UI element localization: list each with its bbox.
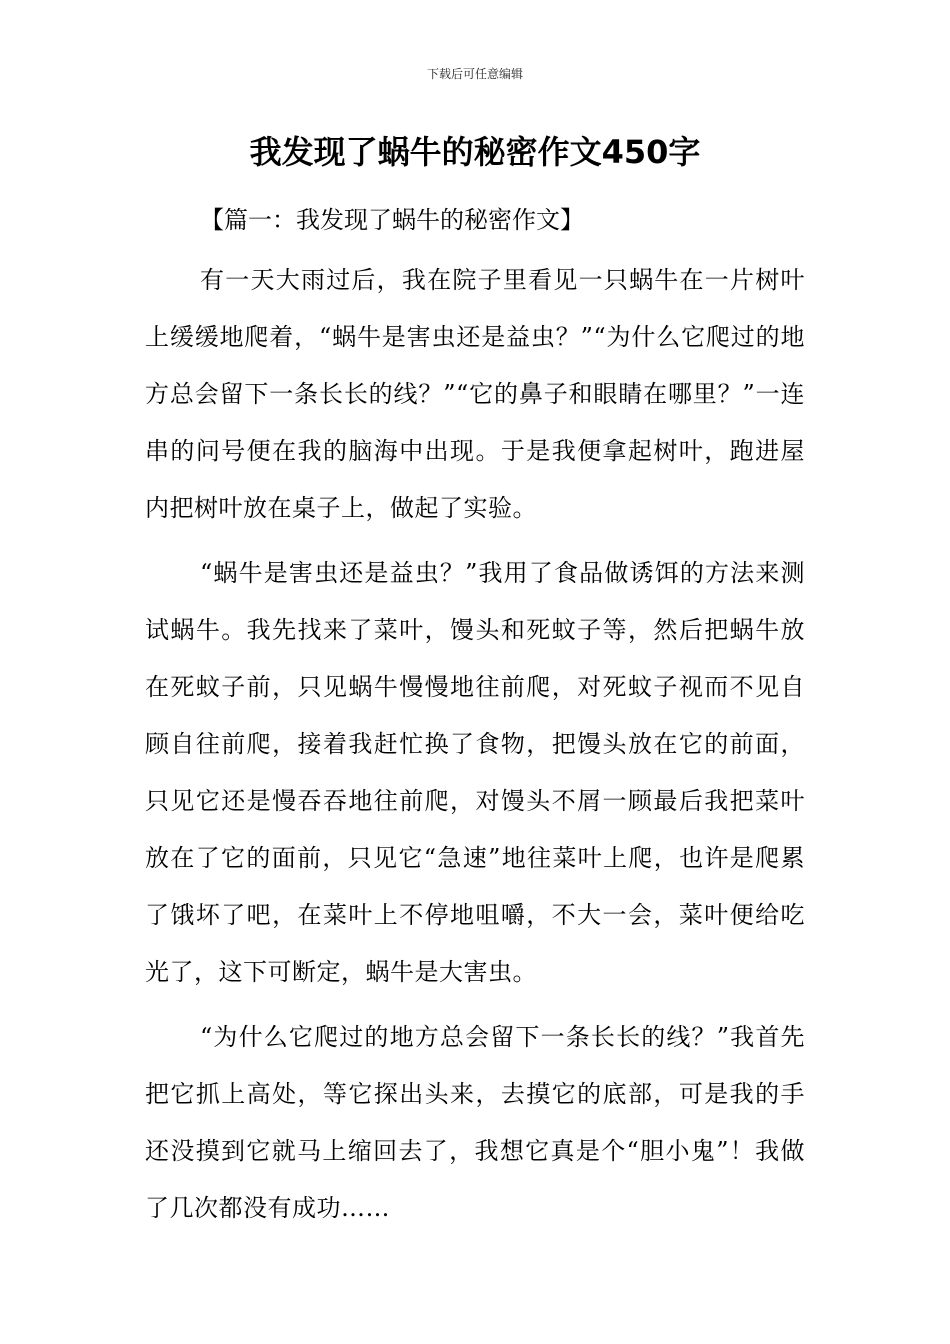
section-heading: 【篇一：我发现了蜗牛的秘密作文】 [200,206,584,234]
paragraph-2: “蜗牛是害虫还是益虫？”我用了食品做诱饵的方法来测试蜗牛。我先找来了菜叶，馒头和死蚊子等，然后把蜗牛放在死蚊子前，只见蜗牛慢慢地往前爬，对死蚊子视而不见自顾自往前爬，接着我赶忙换了食物，把馒头放在它的前面，只见它还是慢吞吞地往前爬，对馒头不屑一顾最后我把菜叶放在了它的面前，只见它“急速”地往菜叶上爬，也许是爬累了饿坏了吧，在菜叶上不停地咀嚼，不大一会，菜叶便给吃光了，这下可断定，蜗牛是大害虫。 [145,559,805,986]
article-body [145,252,805,1245]
paragraph-3: “为什么它爬过的地方总会留下一条长长的线？”我首先把它抓上高处，等它探出头来，去摸它的底部，可是我的手还没摸到它就马上缩回去了，我想它真是个“胆小鬼”！我做了几次都没有成功…… [145,1023,805,1222]
document-title: 我发现了蜗牛的秘密作文450字 [249,133,701,171]
page-header-note: 下载后可任意编辑 [426,67,523,81]
paragraph-1: 有一天大雨过后，我在院子里看见一只蜗牛在一片树叶上缓缓地爬着，“蜗牛是害虫还是益虫？”“为什么它爬过的地方总会留下一条长长的线？”“它的鼻子和眼睛在哪里？”一连串的问号便在我的脑海中出现。于是我便拿起树叶，跑进屋内把树叶放在桌子上，做起了实验。 [145,266,805,522]
